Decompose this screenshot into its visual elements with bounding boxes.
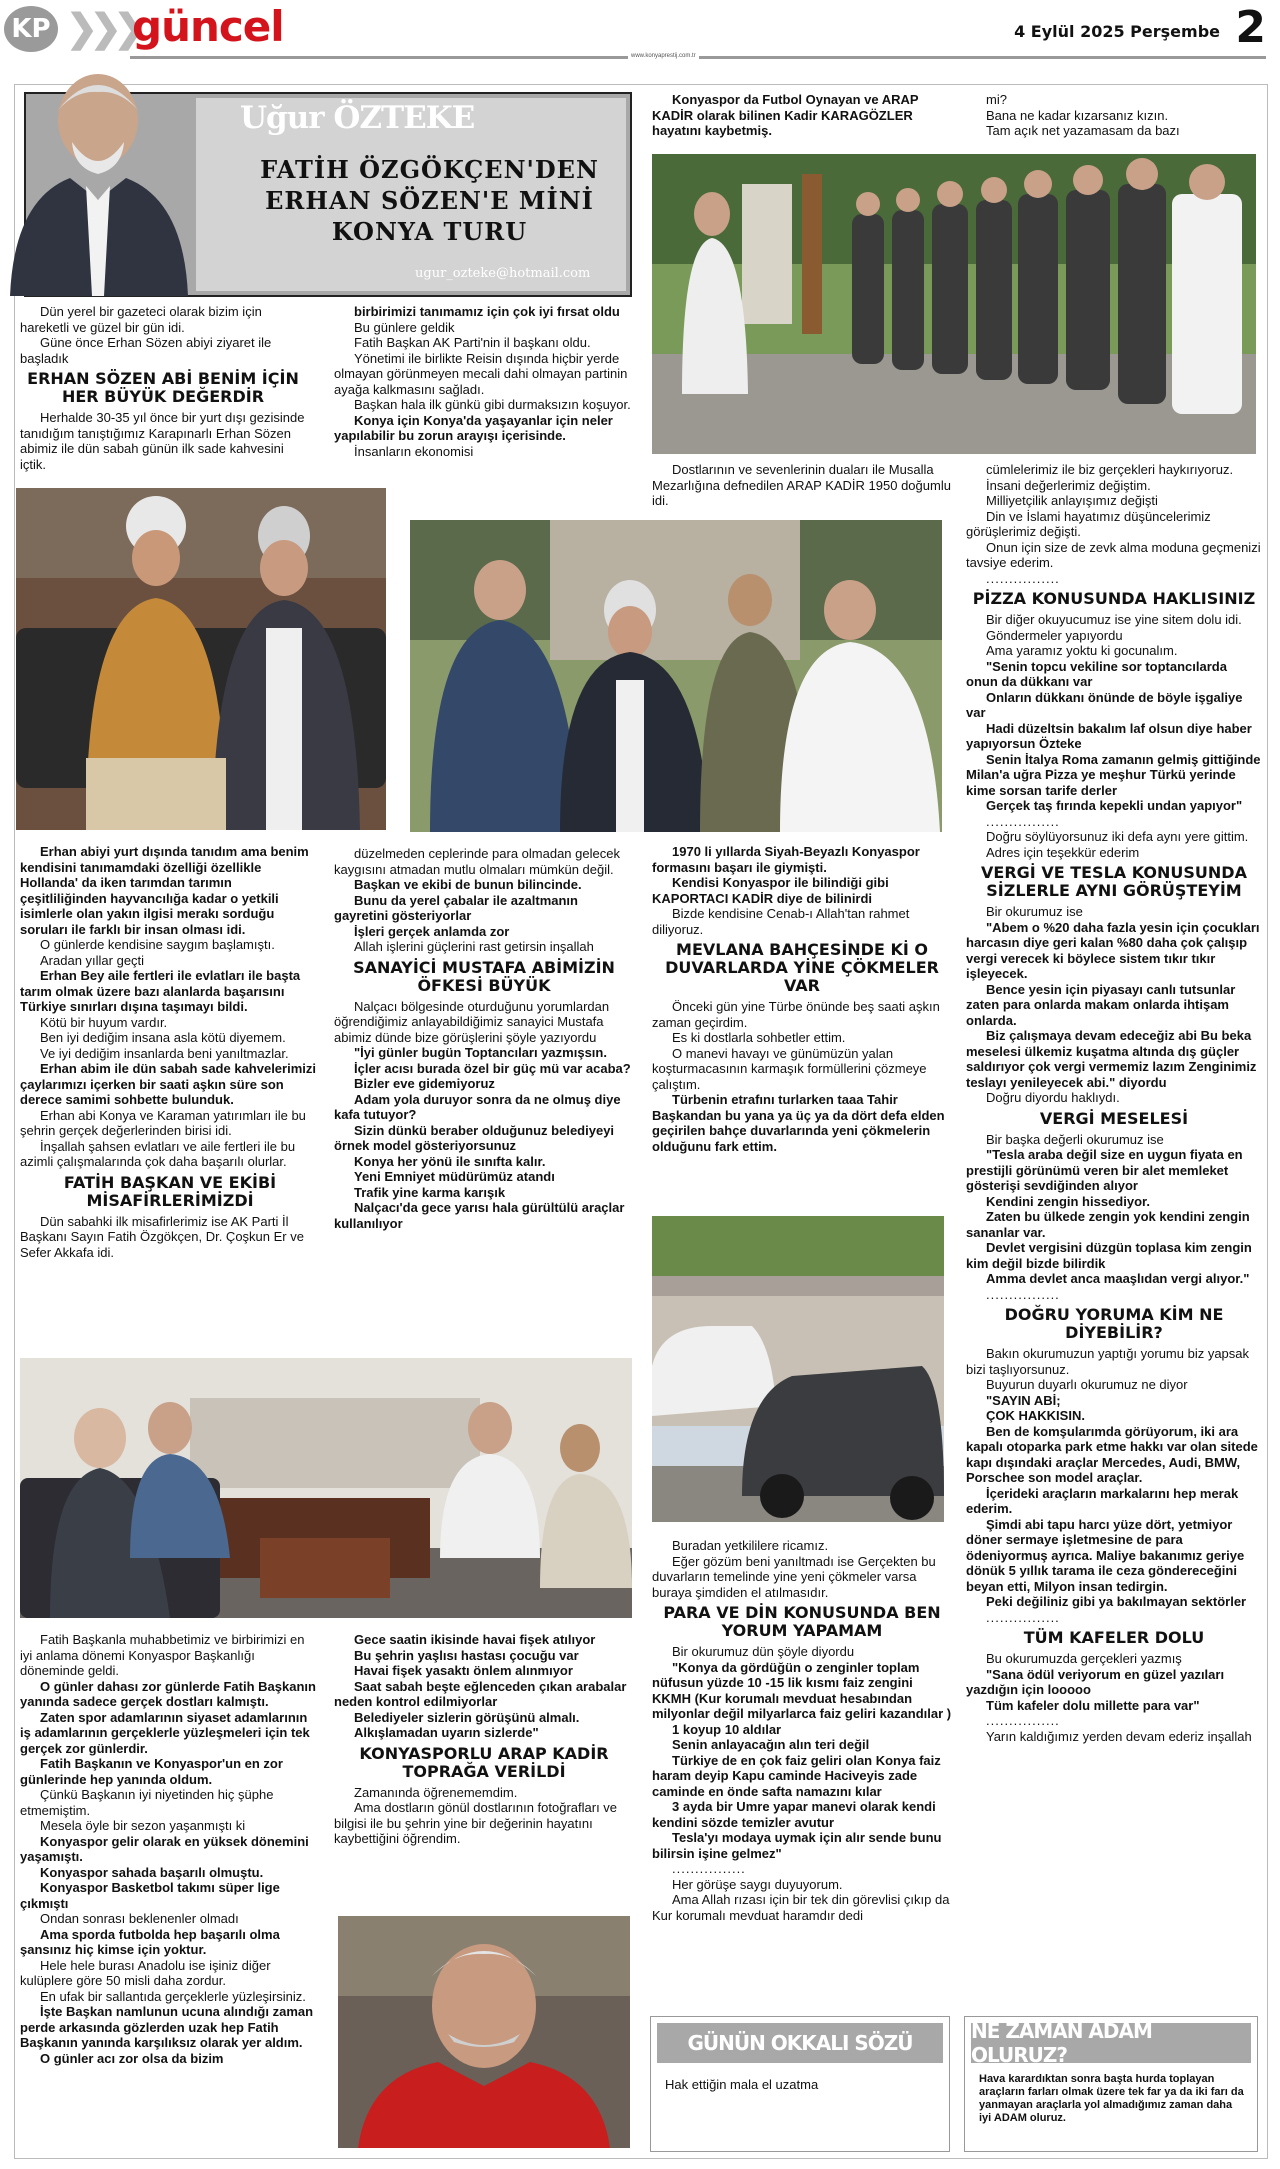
paragraph: Yönetimi ile birlikte Reisin dışında hiçbir yerde olmayan görünmeyen mecali dahi olmayan partinin ayağa kalkmasını sağladı.: [334, 350, 628, 397]
paragraph: Hadi düzeltsin bakalım laf olsun diye haber yapıyorsun Özteke: [966, 720, 1252, 751]
paragraph: Şimdi abi tapu harcı yüze dört, yetmiyor döner sermaye işletmesine de para ödeniyormuş ayrıca. Maliye bakanımız geriye dönük 5 yıllık tarama ile ceza göndereceğini beyan etti, Milyon insan tedirgin.: [966, 1516, 1245, 1594]
paragraph: Es ki dostlarla sohbetler ettim.: [672, 1030, 846, 1045]
paragraph: Belediyeler sizlerin görüşünü almalı.: [354, 1709, 580, 1725]
paragraph: Konya için Konya'da yaşayanlar için neler yapılabilir bu zorun arayışı içerisinde.: [334, 412, 613, 443]
paragraph: ÇOK HAKKISIN.: [986, 1408, 1085, 1423]
paragraph: Onun için size de zevk alma moduna geçmenizi tavsiye ederim.: [966, 539, 1261, 570]
paragraph: Çünkü Başkanın iyi niyetinden hiç şüphe etmemiştim.: [20, 1787, 274, 1818]
paragraph: Bence yesin için piyasayı canlı tutsunlar zaten para onlarda makam onlarda ihtişam onlarda.: [966, 981, 1236, 1028]
paragraph: İçler acısı burada özel bir güç mü var acaba?: [354, 1060, 631, 1076]
separator-dots: ................: [986, 1286, 1060, 1302]
paragraph: Nalçacı bölgesinde oturduğunu yorumlardan öğrendiğimiz anlayabildiğimiz sanayici Mustafa abimiz dünde bize görüşlerini şöyle yazıyordu: [334, 998, 610, 1045]
paragraph: Buradan yetkililere ricamız.: [672, 1538, 829, 1553]
paragraph: Güne önce Erhan Sözen abiyi ziyaret ile başladık: [20, 335, 272, 366]
text-col2a: [334, 304, 634, 514]
author-name: Uğur ÖZTEKE: [240, 100, 475, 136]
paragraph: İnsanların ekonomisi: [354, 443, 474, 459]
paragraph: Bir diğer okuyucumuz ise yine sitem dolu idi.: [986, 612, 1242, 627]
paragraph: "Senin topcu vekiline sor toptancılarda onun da dükkanı var: [966, 658, 1227, 689]
paragraph: Havai fişek yasaktı önlem alınmıyor: [354, 1663, 573, 1678]
paragraph: Eğer gözüm beni yanıltmadı ise Gerçekten bu duvarların temelinde yine yeni çökmeler varsa buraya şimdiden el atılmasıdır.: [652, 1553, 936, 1600]
issue-date: 4 Eylül 2025 Perşembe: [1014, 22, 1220, 41]
text-col1b: [20, 844, 320, 1324]
separator-dots: ................: [986, 813, 1060, 829]
paragraph: 1 koyup 10 aldılar: [672, 1721, 782, 1737]
subheading: VERGİ MESELESİ: [1039, 1108, 1189, 1128]
paragraph: Fatih Başkanın ve Konyaspor'un en zor günlerinde hep yanında oldum.: [20, 1756, 283, 1787]
paragraph: Dün yerel bir gazeteci olarak bizim için hareketli ve güzel bir gün idi.: [20, 304, 262, 335]
paragraph: İşte Başkan namlunun ucuna alındığı zaman perde arkasında gözlerden uzak hep Fatih Başkanın yanında karşılıksız olarak yer aldım.: [20, 2004, 314, 2050]
paragraph: Tesla'yı modaya uymak için alır sende bunu bilirsin işine gelmez": [652, 1830, 942, 1861]
paragraph: Zamanında öğrenememdim.: [354, 1784, 518, 1800]
text-col2b: [334, 846, 634, 1346]
paragraph: Konyaspor gelir olarak en yüksek dönemini yaşamıştı.: [20, 1833, 309, 1864]
text-col1a: [20, 304, 306, 480]
paragraph: Ama yaramız yoktu ki gocunalım.: [986, 643, 1178, 658]
paragraph: cümlelerimiz ile biz gerçekleri haykırıyoruz.: [986, 462, 1234, 477]
paragraph: Erhan Bey aile fertleri ile evlatları ile başta tarım olmak üzere bazı alanlarda başarısını Türkiye sınırları dışına taşımayı bildi.: [20, 968, 301, 1014]
paragraph: düzelmeden ceplerinde para olmadan gelecek kaygısını atmadan mutlu olmaları mümkün değil.: [334, 846, 620, 877]
caption-funeral: Dostlarının ve sevenlerinin duaları ile Musalla Mezarlığına defnedilen ARAP KADİR 1950 doğumlu idi.: [652, 462, 951, 508]
paragraph: Buyurun duyarlı okurumuz ne diyor: [986, 1377, 1188, 1392]
paragraph: Ben iyi dediğim insana asla kötü diyemem.: [40, 1030, 286, 1045]
paragraph: Bu günlere geldik: [354, 319, 455, 335]
paragraph: İnşallah şahsen evlatları ve aile fertleri ile bu azimli çalışmalarında çok daha başarılı olurlar.: [20, 1138, 296, 1169]
site-url: www.konyaprestij.com.tr: [628, 53, 699, 59]
when-box-text: Hava karardıktan sonra başta hurda toplayan araçların farları olmak üzere tek far ya da iki farı da yanmayan araçlarla yol almadığımız zaman daha iyi ADAM oluruz.: [979, 2073, 1244, 2124]
paragraph: Bizde kendisine Cenab-ı Allah'tan rahmet diliyoruz.: [652, 906, 910, 937]
author-photo: [0, 50, 196, 296]
paragraph: Yarın kaldığımız yerden devam ederiz inşallah: [986, 1728, 1252, 1744]
page-number: 2: [1235, 2, 1266, 53]
newspaper-logo: KP: [4, 6, 58, 52]
paragraph: mi?: [986, 92, 1007, 107]
paragraph: Ben de komşularımda görüyorum, iki ara kapalı otoparka park etme hakkı var olan sitede kapı dışındaki araçlar Mercedes, Audi, BMW, Porschee son model araçlar.: [966, 1423, 1258, 1485]
photo-wall-cars: [652, 1216, 944, 1522]
paragraph: Bana ne kadar kızarsanız kızın.: [986, 107, 1169, 123]
paragraph: Gerçek taş fırında kepekli undan yapıyor": [986, 798, 1243, 813]
paragraph: İçerideki araçların markalarını hep merak ederim.: [966, 1485, 1239, 1516]
subheading: MEVLANA BAHÇESİNDE Kİ O DUVARLARDA YİNE ÇÖKMELER VAR: [665, 940, 939, 995]
paragraph: 1970 li yıllarda Siyah-Beyazlı Konyaspor formasını başarı ile giymişti.: [652, 844, 920, 875]
paragraph: Kendini zengin hissediyor.: [986, 1193, 1150, 1209]
section-title: güncel: [132, 2, 284, 51]
paragraph: Nalçacı'da gece yarısı hala gürültülü araçlar kullanılıyor: [334, 1200, 625, 1231]
paragraph: Sizin dünkü beraber olduğunuz belediyeyi örnek model gösteriyorsunuz: [334, 1122, 615, 1153]
paragraph: "İyi günler bugün Toptancıları yazmışsın.: [354, 1045, 607, 1060]
when-box-title: NE ZAMAN ADAM OLURUZ?: [971, 2023, 1251, 2063]
article-headline: FATİH ÖZGÖKÇEN'DEN ERHAN SÖZEN'E MİNİ KONYA TURU: [260, 155, 599, 246]
photo-visitors-group: [410, 520, 942, 832]
paragraph: O günler acı zor olsa da bizim: [40, 2050, 224, 2066]
text-col4a: [966, 92, 1256, 148]
paragraph: Bir okurumuz dün şöyle diyordu: [672, 1644, 855, 1659]
paragraph: Bunu da yerel çabalar ile azaltmanın gayretini gösteriyorlar: [334, 892, 578, 923]
text-col4b: [966, 462, 1262, 2002]
text-col3c: [652, 1538, 952, 2008]
paragraph: 3 ayda bir Umre yapar manevi olarak kendi kendini sözde temizler avutur: [652, 1799, 936, 1830]
paragraph: Konyaspor da Futbol Oynayan ve ARAP KADİR olarak bilinen Kadir KARAGÖZLER hayatını kaybetmiş.: [652, 92, 919, 138]
subheading: ERHAN SÖZEN ABİ BENİM İÇİN HER BÜYÜK DEĞERDİR: [27, 369, 299, 406]
paragraph: Tam açık net yazamasam da bazı: [986, 123, 1180, 138]
text-col1c: [20, 1632, 320, 2152]
paragraph: Kötü bir huyum vardır.: [40, 1014, 168, 1030]
paragraph: Göndermeler yapıyordu: [986, 627, 1123, 643]
text-col3a: [652, 92, 952, 148]
quote-of-day-box: [650, 2016, 950, 2152]
paragraph: Dün sabahki ilk misafirlerimiz ise AK Parti İl Başkanı Sayın Fatih Özgökçen, Dr. Çoşkun Er ve Sefer Akkafa idi.: [20, 1213, 304, 1260]
separator-dots: ................: [672, 1861, 746, 1876]
paragraph: "Konya da gördüğün o zenginler toplam nüfusun yüzde 10 -15 lik kısmı faiz zengini KKMH (Kur korumalı mevduat hesabından milyonlar değil milyarlarca faiz geliri kazandılar ): [652, 1659, 952, 1721]
paragraph: "Tesla araba değil size en uygun fiyata en prestijli görünümü veren bir alet memleket gösterişi sevdiğinden alıyor: [966, 1147, 1243, 1193]
paragraph: Herhalde 30-35 yıl önce bir yurt dışı gezisinde tanıdığım tanıştığımız Karapınarlı Erhan Sözen abimiz ile dün sabah günün ilk sade kahvesini içtik.: [20, 410, 305, 472]
paragraph: İşleri gerçek anlamda zor: [354, 923, 510, 939]
paragraph: Aradan yıllar geçti: [40, 952, 145, 968]
paragraph: Milliyetçilik anlayışımız değişti: [986, 493, 1158, 508]
paragraph: Bakın okurumuzun yaptığı yorumu biz yapsak bizi taşlıyorsunuz.: [966, 1346, 1250, 1377]
paragraph: "Sana ödül veriyorum en güzel yazıları yazdığın için looooo: [966, 1666, 1225, 1697]
paragraph: Her görüşe saygı duyuyorum.: [672, 1876, 843, 1892]
paragraph: Senin anlayacağın alın teri değil: [672, 1737, 870, 1752]
separator-dots: ................: [986, 570, 1060, 586]
paragraph: Ama sporda futbolda hep başarılı olma şansınız hiç kimse için yoktur.: [20, 1926, 280, 1957]
paragraph: Konyaspor Basketbol takımı süper lige çıkmıştı: [20, 1880, 280, 1911]
quote-of-day-title: GÜNÜN OKKALI SÖZÜ: [657, 2023, 943, 2063]
paragraph: Trafik yine karma karışık: [354, 1184, 506, 1200]
paragraph: Tüm kafeler dolu millette para var": [986, 1697, 1200, 1713]
paragraph: Başkan hala ilk günkü gibi durmaksızın koşuyor.: [354, 397, 631, 412]
paragraph: Zaten spor adamlarının siyaset adamlarının iş adamlarının gerçeklerle yüzleşmeleri için tek gerçek zor günlerdir.: [20, 1709, 310, 1756]
paragraph: Bir başka değerli okurumuz ise: [986, 1131, 1164, 1147]
paragraph: Adam yola duruyor sonra da ne olmuş diye kafa tutuyor?: [334, 1091, 621, 1122]
when-box: [964, 2016, 1258, 2152]
paragraph: Fatih Başkan AK Parti'nin il başkanı oldu.: [354, 335, 591, 350]
paragraph: Onların dükkanı önünde de böyle işgaliye var: [966, 689, 1243, 720]
paragraph: Yeni Emniyet müdürümüz atandı: [354, 1169, 555, 1184]
separator-dots: ................: [986, 1713, 1060, 1728]
photo-funeral: [652, 154, 1256, 454]
paragraph: Bu okurumuzda gerçekleri yazmış: [986, 1651, 1182, 1666]
paragraph: O günler dahası zor günlerde Fatih Başkanın yanında sadece gerçek dostları kalmıştı.: [20, 1678, 316, 1709]
paragraph: Erhan abim ile dün sabah sade kahvelerimizi çaylarımızı içerken bir saati aşkın süre son derece samimi sohbette bulunduk.: [20, 1061, 316, 1107]
paragraph: Başkan ve ekibi de bunun bilincinde.: [354, 877, 582, 892]
subheading: TÜM KAFELER DOLU: [1023, 1628, 1205, 1647]
separator-dots: ................: [986, 1609, 1060, 1625]
paragraph: Konyaspor sahada başarılı olmuştu.: [40, 1864, 264, 1880]
subheading: KONYASPORLU ARAP KADİR TOPRAĞA VERİLDİ: [359, 1743, 609, 1781]
paragraph: İnsani değerlerimiz değiştim.: [986, 477, 1151, 493]
subheading: PİZZA KONUSUNDA HAKLISINIZ: [972, 589, 1256, 608]
paragraph: Mesela öyle bir sezon yaşanmıştı ki: [40, 1818, 246, 1833]
paragraph: Ama dostların gönül dostlarının fotoğrafları ve bilgisi ile bu şehrin yine bir değerinin hayatını kaybettiğini öğrendim.: [334, 1800, 618, 1846]
paragraph: Biz çalışmaya devam edeceğiz abi Bu beka meselesi ülkemiz kuşatma altında dış güçler saldırıyor çok vergi vermemiz lazım Zenginimiz teslayı yenileyecek abi." diyordu: [966, 1028, 1257, 1090]
paragraph: Alkışlamadan uyarın sizlerde": [354, 1725, 539, 1740]
subheading: FATİH BAŞKAN VE EKİBİ MİSAFİRLERİMİZDİ: [63, 1172, 277, 1210]
paragraph: Fatih Başkanla muhabbetimiz ve birbirimizi en iyi anlama dönemi Konyaspor Başkanlığı döneminde geldi.: [20, 1632, 305, 1678]
paragraph: Türbenin etrafını turlarken taaa Tahir Başkandan bu yana ya üç ya da dört defa elden geçirilen bahçe duvarlarında yeni çökmelerin olduğunu fark ettim.: [652, 1092, 945, 1154]
subheading: VERGİ VE TESLA KONUSUNDA SİZLERLE AYNI GÖRÜŞTEYİM: [981, 863, 1247, 900]
quote-of-day-text: Hak ettiğin mala el uzatma: [665, 2077, 819, 2092]
author-email: ugur_ozteke@hotmail.com: [415, 266, 591, 281]
paragraph: Zaten bu ülkede zengin yok kendini zengin sananlar var.: [966, 1209, 1250, 1240]
paragraph: Din ve İslami hayatımız düşüncelerimiz görüşlerimiz değişti.: [966, 508, 1211, 539]
paragraph: Bir okurumuz ise: [986, 904, 1083, 919]
paragraph: Türkiye de en çok faiz geliri olan Konya faiz haram deyip Kapu caminde Haciveyis zade caminde en önde safta namazını kılar: [652, 1752, 941, 1799]
paragraph: Doğru diyordu haklıydı.: [986, 1090, 1120, 1105]
paragraph: Ve iyi dediğim insanlarda beni yanıltmazlar.: [40, 1045, 289, 1061]
paragraph: Devlet vergisini düzgün toplasa kim zengin kim değil bizde bilirdik: [966, 1240, 1252, 1271]
chevrons-icon: ❯❯❯: [66, 8, 138, 50]
paragraph: Allah işlerini güçlerini rast getirsin inşallah: [354, 939, 594, 954]
paragraph: Bizler eve gidemiyoruz: [354, 1076, 495, 1091]
paragraph: Hele hele burası Anadolu ise işiniz diğer kulüplere göre 50 misli daha zordur.: [20, 1957, 271, 1988]
paragraph: O manevi havayı ve günümüzün yalan koşturmacasının karmaşık formüllerini çözmeye çalıştım.: [652, 1045, 927, 1092]
paragraph: Ama Allah rızası için bir tek din görevlisi çıkıp da Kur korumalı mevduat haramdır dedi: [652, 1892, 950, 1923]
photo-office-visit: [20, 1358, 632, 1618]
paragraph: Erhan abi Konya ve Karaman yatırımları ile bu şehrin gerçek değerlerinden birisi idi.: [20, 1107, 306, 1138]
paragraph: "Abem o %20 daha fazla yesin için çocukları harcasın diye geri kalan %80 daha çok çalışıp vergi verecek ki böylece sistem tıkır tıkır işleyecek.: [966, 919, 1260, 981]
paragraph: En ufak bir sallantıda gerçeklerle yüzleşirsiniz.: [40, 1988, 306, 2004]
paragraph: Önceki gün yine Türbe önünde beş saati aşkın zaman geçirdim.: [652, 999, 940, 1030]
paragraph: Senin İtalya Roma zamanın gelmiş gittiğinde Milan'a uğra Pizza ye meşhur Türkü yerinde kime sorsan tarife derler: [966, 751, 1261, 798]
paragraph: birbirimizi tanımamız için çok iyi fırsat oldu: [354, 304, 620, 319]
subheading: SANAYİCİ MUSTAFA ABİMİZİN ÖFKESİ BÜYÜK: [353, 957, 615, 995]
paragraph: Adres için teşekkür ederim: [986, 844, 1140, 860]
paragraph: Doğru söylüyorsunuz iki defa aynı yere gittim.: [986, 829, 1249, 844]
photo-arap-kadir: [338, 1916, 630, 2148]
paragraph: Kendisi Konyaspor ile bilindiği gibi KAPORTACI KADİR diye de bilinirdi: [652, 875, 889, 906]
paragraph: Bu şehrin yaşlısı hastası çocuğu var: [354, 1647, 579, 1663]
paragraph: Peki değiliniz gibi ya bakılmayan sektörler: [986, 1594, 1247, 1609]
paragraph: "SAYIN ABİ;: [986, 1392, 1061, 1408]
paragraph: Gece saatin ikisinde havai fişek atılıyor: [354, 1632, 596, 1647]
paragraph: Konya her yönü ile sınıfta kalır.: [354, 1153, 546, 1169]
text-col2c: [334, 1632, 634, 1902]
subheading: DOĞRU YORUMA KİM NE DİYEBİLİR?: [1004, 1305, 1224, 1342]
text-col3b: [652, 844, 952, 1204]
subheading: PARA VE DİN KONUSUNDA BEN YORUM YAPAMAM: [663, 1603, 941, 1640]
paragraph: Amma devlet anca maaşlıdan vergi alıyor.": [986, 1271, 1250, 1286]
photo-erhan-sozen: [16, 488, 386, 830]
paragraph: Erhan abiyi yurt dışında tanıdım ama benim kendisini tanımamdaki özelliği özellikle Hollanda' da iken tarımdan tarımın çeşitliliğinden hayvancılığa kadar o yetkili isimlerle olan yakın ilgisi merakı sorduğu soruları ile farklı bir insan olması idi.: [20, 844, 309, 937]
paragraph: O günlerde kendisine saygım başlamıştı.: [40, 937, 275, 952]
paragraph: Saat sabah beşte eğlenceden çıkan arabalar neden kontrol edilmiyorlar: [334, 1678, 627, 1709]
paragraph: Ondan sonrası beklenenler olmadı: [40, 1911, 239, 1926]
